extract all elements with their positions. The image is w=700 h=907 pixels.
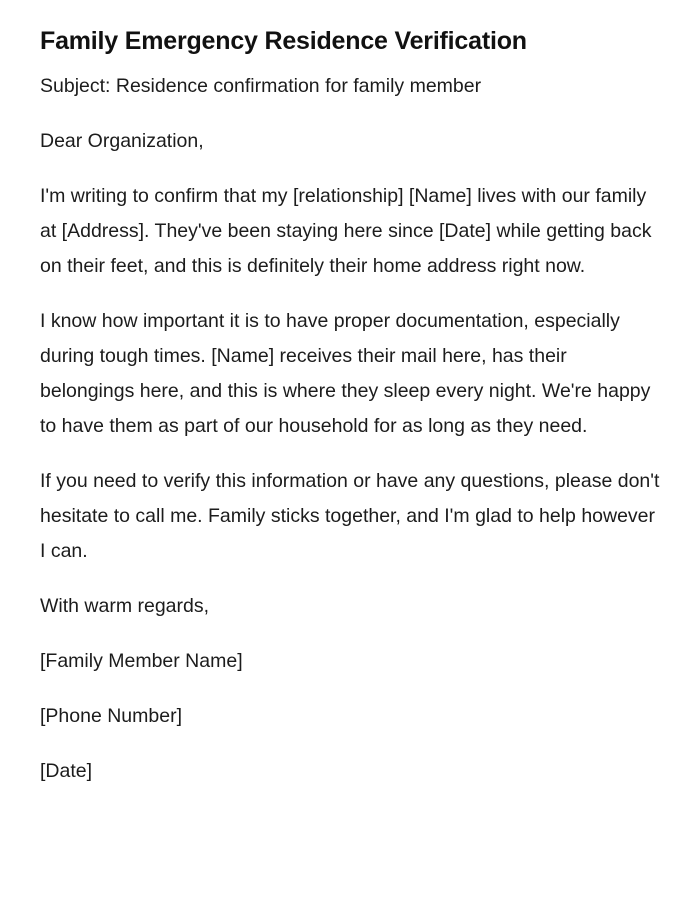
body-paragraph-3: If you need to verify this information or have any questions, please don't hesitate to call me. Family sticks together, and I'm glad to help however I can.	[40, 470, 660, 562]
signature-date: [Date]	[40, 760, 93, 782]
document-title: Family Emergency Residence Verification	[40, 27, 527, 55]
body-paragraph-2: I know how important it is to have proper documentation, especially during tough times. [Name] receives their mail here, has their belongings here, and this is where they sleep every night. We're happy to have them as part of our household for as long as they need.	[40, 310, 651, 437]
subject-line: Subject: Residence confirmation for family member	[40, 75, 482, 97]
body-paragraph-1: I'm writing to confirm that my [relationship] [Name] lives with our family at [Address]. They've been staying here since [Date] while getting back on their feet, and this is definitely their home address right now.	[40, 185, 652, 277]
signature-phone: [Phone Number]	[40, 705, 182, 727]
signature-name: [Family Member Name]	[40, 650, 243, 672]
closing-line: With warm regards,	[40, 595, 210, 617]
salutation: Dear Organization,	[40, 130, 204, 152]
